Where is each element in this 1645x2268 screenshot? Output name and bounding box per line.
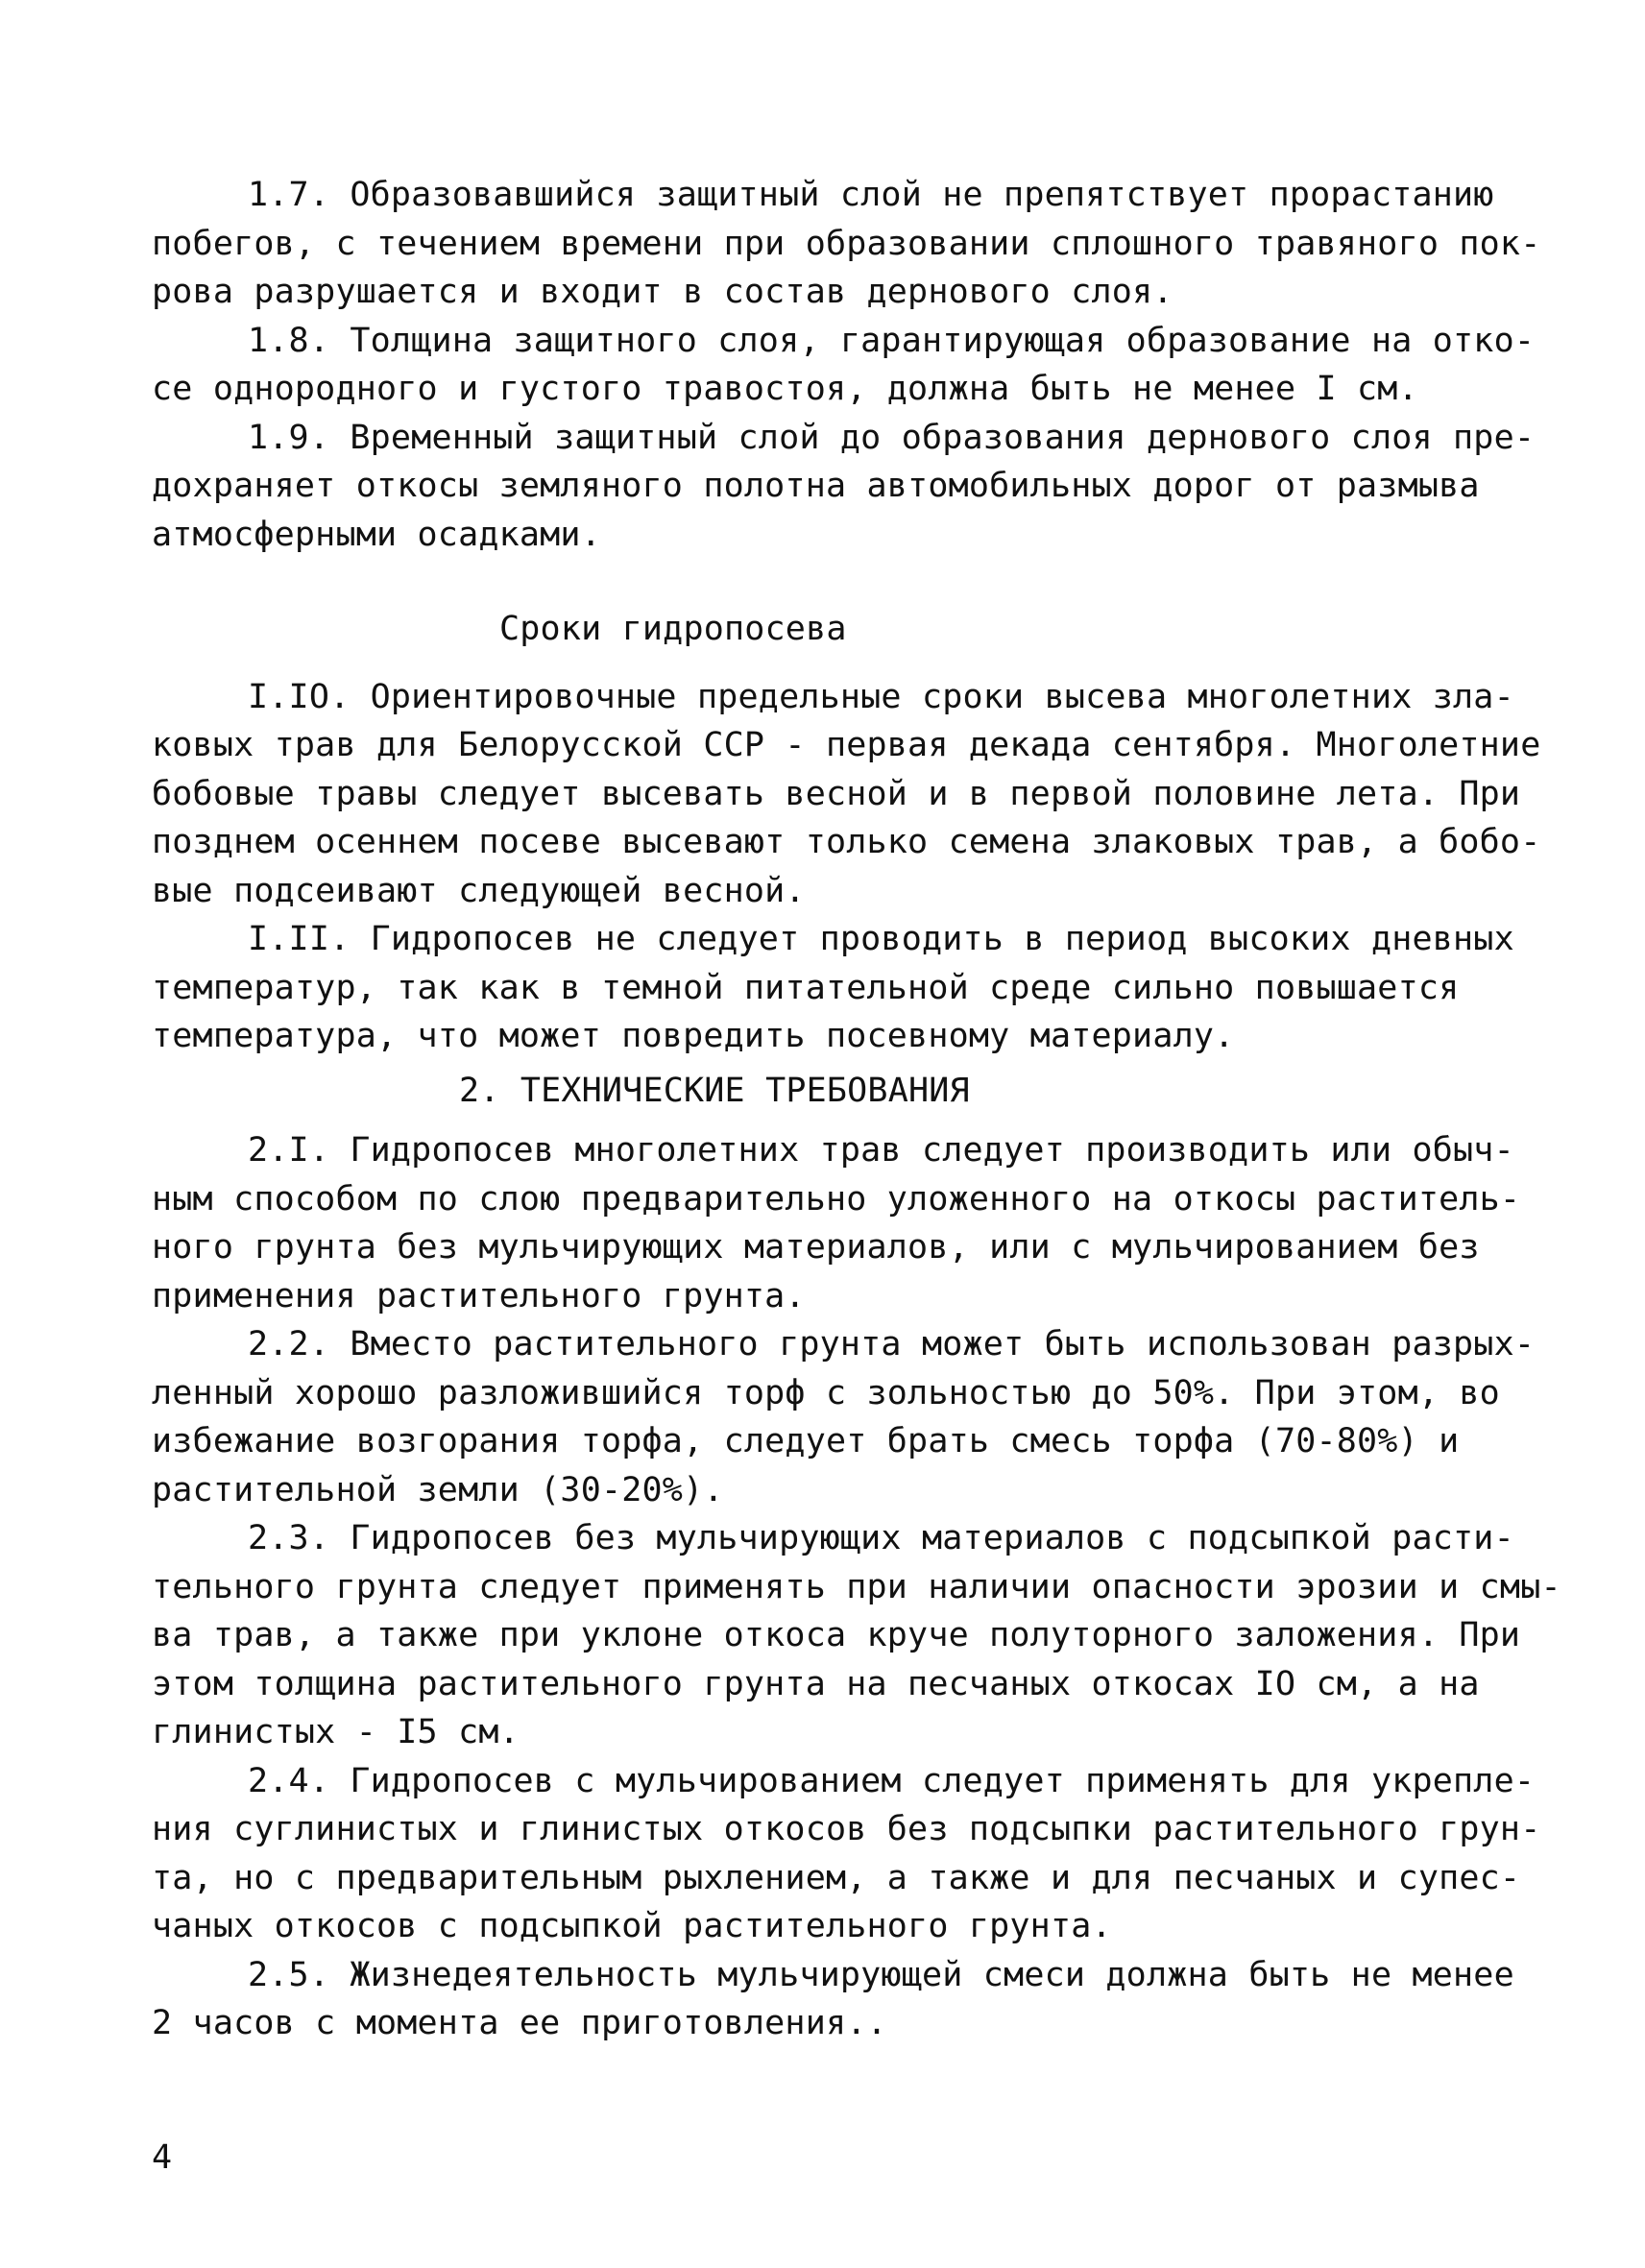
paragraph-line: ленный хорошо разложившийся торф с зольностью до 50%. При этом, во xyxy=(152,1373,1500,1412)
paragraph-line: I.II. Гидропосев не следует проводить в период высоких дневных xyxy=(248,920,1514,958)
section-heading: Сроки гидропосева xyxy=(499,610,847,648)
paragraph-line: бобовые травы следует высевать весной и в первой половине лета. При xyxy=(152,774,1521,813)
paragraph-line: 1.9. Временный защитный слой до образования дернового слоя пре- xyxy=(248,418,1536,457)
paragraph-line: растительной земли (30-20%). xyxy=(152,1470,724,1509)
page-number: 4 xyxy=(152,2138,173,2177)
paragraph-line: 2.2. Вместо растительного грунта может быть использован разрых- xyxy=(248,1325,1536,1363)
paragraph-line: вые подсеивают следующей весной. xyxy=(152,871,806,910)
paragraph-line: ным способом по слою предварительно уложенного на откосы раститель- xyxy=(152,1179,1521,1218)
spacer xyxy=(152,1115,1496,1126)
paragraph-line: избежание возгорания торфа, следует брать смесь торфа (70-80%) и xyxy=(152,1422,1460,1460)
paragraph-line: ного грунта без мульчирующих материалов, или с мульчированием без xyxy=(152,1228,1480,1267)
paragraph-line: 2.3. Гидропосев без мульчирующих материалов с подсыпкой расти- xyxy=(248,1519,1514,1557)
spacer xyxy=(152,559,1496,605)
paragraph-line: чаных откосов с подсыпкой растительного грунта. xyxy=(152,1907,1112,1945)
paragraph-line: ва трав, а также при уклоне откоса круче полуторного заложения. При xyxy=(152,1616,1521,1654)
paragraph-line: рова разрушается и входит в состав дернового слоя. xyxy=(152,273,1173,311)
paragraph-line: применения растительного грунта. xyxy=(152,1276,806,1315)
paragraph-line: 1.7. Образовавшийся защитный слой не препятствует прорастанию xyxy=(248,176,1494,214)
paragraph-line: се однородного и густого травостоя, должна быть не менее I см. xyxy=(152,370,1418,408)
paragraph-line: ния суглинистых и глинистых откосов без подсыпки растительного грун- xyxy=(152,1810,1541,1848)
paragraph-line: 2.I. Гидропосев многолетних трав следует производить или обыч- xyxy=(248,1131,1514,1170)
paragraph-line: температур, так как в темной питательной среде сильно повышается xyxy=(152,968,1460,1007)
paragraph-line: ковых трав для Белорусской ССР - первая декада сентября. Многолетние xyxy=(152,726,1541,764)
paragraph-line: 1.8. Толщина защитного слоя, гарантирующая образование на отко- xyxy=(248,321,1536,360)
paragraph-line: 2 часов с момента ее приготовления.. xyxy=(152,2004,887,2042)
paragraph-line: I.IO. Ориентировочные предельные сроки высева многолетних зла- xyxy=(248,677,1514,716)
spacer xyxy=(152,654,1496,673)
paragraph-line: температура, что может повредить посевному материалу. xyxy=(152,1017,1235,1055)
paragraph-line: атмосферными осадками. xyxy=(152,515,601,554)
paragraph-line: побегов, с течением времени при образовании сплошного травяного пок- xyxy=(152,224,1541,263)
section-heading: 2. ТЕХНИЧЕСКИЕ ТРЕБОВАНИЯ xyxy=(459,1071,970,1110)
document-body xyxy=(152,171,1561,2048)
paragraph-line: тельного грунта следует применять при наличии опасности эрозии и смы- xyxy=(152,1567,1561,1606)
paragraph-line: дохраняет откосы земляного полотна автомобильных дорог от размыва xyxy=(152,467,1480,505)
paragraph-line: 2.4. Гидропосев с мульчированием следует применять для укрепле- xyxy=(248,1761,1536,1800)
paragraph-line: 2.5. Жизнедеятельность мульчирующей смеси должна быть не менее xyxy=(248,1955,1514,1994)
paragraph-line: позднем осеннем посеве высевают только семена злаковых трав, а бобо- xyxy=(152,823,1541,861)
paragraph-line: глинистых - I5 см. xyxy=(152,1713,520,1751)
paragraph-line: этом толщина растительного грунта на песчаных откосах IO см, а на xyxy=(152,1664,1480,1703)
paragraph-line: та, но с предварительным рыхлением, а также и для песчаных и супес- xyxy=(152,1858,1521,1897)
